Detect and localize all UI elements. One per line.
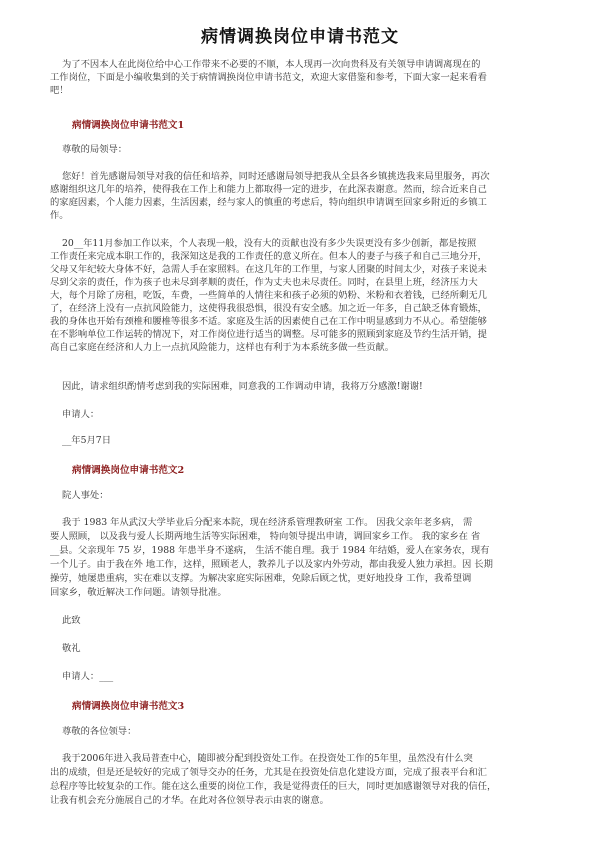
section-heading: 病情调换岗位申请书范文3 [72, 701, 185, 712]
body-line: 我于 1983 年从武汉大学毕业后分配来本院，现在经济系管理教研室 工作。 因我父亲年老多病， 需 [62, 517, 473, 528]
body-line: 父母又年纪较大身体不好，急需人手在家照料。在这几年的工作里，与家人团聚的时间太少，对孩子来说未 [50, 264, 487, 275]
body-line: 总程序等比较复杂的工作。能在这么重要的岗位工作，我是觉得责任的巨大，同时更加感谢领导对我的信任， [50, 781, 497, 792]
body-line: 在不影响单位工作运转的情况下，对工作岗位进行适当的调整。尽可能多的照顾到家庭及节约生活开销，提 [50, 329, 487, 340]
body-line: 一个儿子。由于我在外 地工作，这样，照顾老人，教养儿子以及家内外劳动，都由我爱人独力承担。因 长期 [50, 559, 493, 570]
body-line: 我于2006年进入我局普查中心，随即被分配到投资处工作。在投资处工作的5年里，虽然没有什么突 [62, 753, 473, 764]
body-line: 20__年11月参加工作以来，个人表现一般，没有大的贡献也没有多少失误更没有多少创新，都是按照 [62, 238, 477, 249]
closing-line: 此致 [62, 615, 81, 626]
body-line: 回家乡，敬近解决工作问题。请领导批准。 [50, 587, 227, 598]
body-line: __县。父亲现年 75 岁，1988 年患半身不遂病， 生活不能自理。我于 1984 年结婚，爱人在家务农，现有 [50, 545, 490, 556]
section-heading: 病情调换岗位申请书范文2 [72, 465, 185, 476]
body-line: 我的身体也开始有颈椎和腰椎等很多不适。家庭及生活的因素使自己在工作中明显感到力不从心。希望能够 [50, 316, 487, 327]
body-line: 出的成绩，但是还是较好的完成了领导交办的任务，尤其是在投资处信息化建设方面，完成了报表平台和汇 [50, 767, 487, 778]
body-line: 大，每个月除了房租，吃饭，车费，一些简单的人情往来和孩子必须的奶粉、米粉和衣着钱，已经所剩无几 [50, 290, 487, 301]
body-line: 因此，请求组织酌情考虑到我的实际困难，同意我的工作调动申请，我将万分感激!谢谢! [62, 381, 423, 392]
closing-line: 敬礼 [62, 643, 81, 654]
body-line: 让我有机会充分施展自己的才华。在此对各位领导表示由衷的谢意。 [50, 795, 329, 806]
body-line: 您好！首先感谢局领导对我的信任和培养，同时还感谢局领导把我从全县各乡镇挑选我来局里服务，再次 [62, 171, 490, 182]
section-heading: 病情调换岗位申请书范文1 [72, 120, 185, 131]
salutation: 院人事处： [62, 490, 109, 501]
body-line: 要人照顾， 以及我与爱人长期两地生活等实际困难， 特向领导提出申请，调回家乡工作。 我的家乡在 省 [50, 531, 481, 542]
body-line: 作。 [50, 210, 69, 221]
applicant-label: 申请人： [62, 409, 100, 420]
intro-line: 为了不因本人在此岗位给中心工作带来不必要的不顺，本人现再一次向贵科及有关领导申请调离现在的 [62, 59, 481, 70]
body-line: 感谢组织这几年的培养，使得我在工作上和能力上都取得一定的进步，在此深表谢意。然而，综合近来自己 [50, 184, 487, 195]
body-line: 操劳，她屡患重病，实在难以支撑。为解决家庭实际困难，免除后顾之忧，更好地投身 工作，我希望调 [50, 573, 472, 584]
date: __年5月7日 [62, 435, 112, 446]
salutation: 尊敬的局领导： [62, 144, 128, 155]
body-line: 了，在经济上没有一点抗风险能力，这使得我很恐惧，很没有安全感。加之近一年多，自己缺乏体育锻炼， [50, 303, 487, 314]
body-line: 的家庭因素，个人能力因素，生活因素，经与家人的慎重的考虑后，特向组织申请调至回家乡附近的乡镇工 [50, 197, 487, 208]
body-line: 尽到父亲的责任，作为孩子也未尽到孝顺的责任，作为丈夫也未尽责任。同时，在县里上班，经济压力大 [50, 277, 478, 288]
body-line: 工作责任来完成本职工作的，我深知这是我的工作责任的意义所在。但本人的妻子与孩子和自己三地分开， [50, 251, 487, 262]
applicant-label: 申请人：___ [62, 671, 114, 682]
intro-line: 工作岗位，下面是小编收集到的关于病情调换岗位申请书范文，欢迎大家借鉴和参考，下面大家一起来看看 [50, 72, 487, 83]
body-line: 高自己家庭在经济和人力上一点抗风险能力，这样也有利于为本系统多做一些贡献。 [50, 342, 394, 353]
salutation: 尊敬的各位领导： [62, 726, 137, 737]
intro-line: 吧！ [50, 85, 69, 96]
document-title: 病情调换岗位申请书范文 [201, 27, 399, 47]
